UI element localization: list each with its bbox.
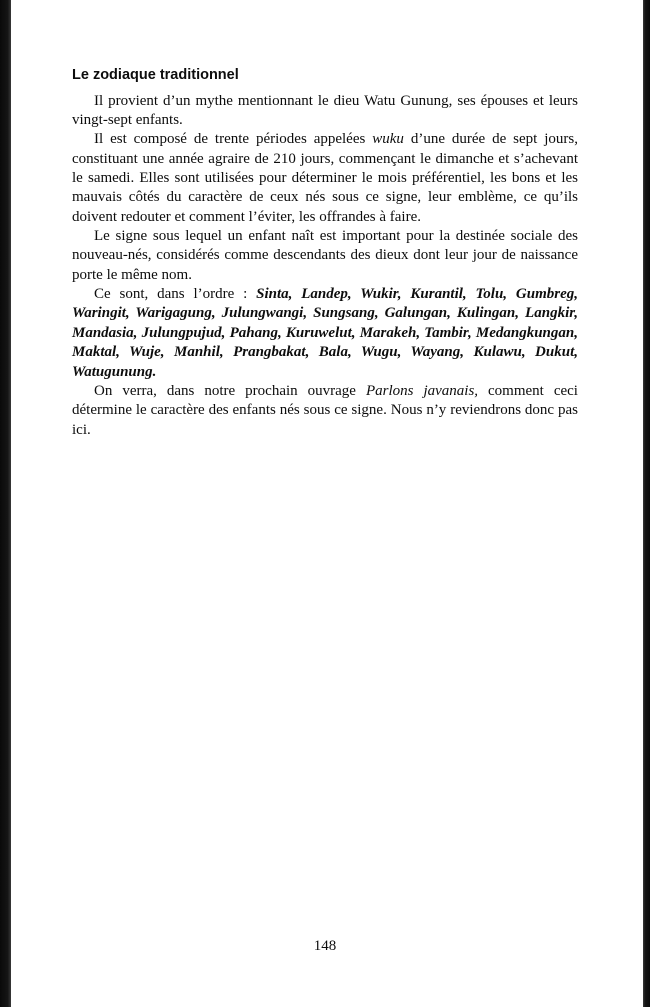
scan-edge-right <box>643 0 650 1007</box>
paragraph-sign-text: Le signe sous lequel un enfant naît est important pour la destinée sociale des nouveau-nés, considérés comme descendants des dieux dont leur jour de naissance porte le même nom. <box>72 228 578 283</box>
term-wuku: wuku <box>372 131 404 148</box>
paragraph-wuku <box>72 130 578 227</box>
paragraph-outro <box>72 382 578 440</box>
paragraph-outro-pre: On verra, dans notre prochain ouvrage <box>94 382 366 399</box>
zodiac-names-list: Sinta, Landep, Wukir, Kurantil, Tolu, Gumbreg, Waringit, Warigagung, Julungwangi, Sungsang, Galungan, Kulingan, Langkir, Mandasia, Julungpujud, Pahang, Kuruwelut, Marakeh, Tambir, Medangkungan, Maktal, Wuje, Manhil, Prangbakat, Bala, Wugu, Wayang, Kulawu, Dukut, Watugunung. <box>72 286 578 380</box>
paragraph-names-pre: Ce sont, dans l’ordre : <box>94 286 257 303</box>
page-number: 148 <box>313 938 337 954</box>
paragraph-sign <box>72 227 578 285</box>
paragraph-names <box>72 285 578 382</box>
paragraph-wuku-post: d’une durée de sept jours, constituant une année agraire de 210 jours, commençant le dimanche et s’achevant le samedi. Elles sont utilisées pour déterminer le mois préférentiel, les bons et les mauvais côtés du caractère de ceux nés sous ce signe, leur emblème, ce qu’ils doivent redouter et comment l’éviter, les offrandes à faire. <box>72 131 578 225</box>
section-heading: Le zodiaque traditionnel <box>72 67 239 83</box>
paragraph-outro-post: comment ceci détermine le caractère des enfants nés sous ce signe. Nous n’y reviendrons donc pas ici. <box>72 382 578 438</box>
text-block <box>72 66 578 440</box>
scan-edge-left <box>0 0 11 1007</box>
paragraph-wuku-pre: Il est composé de trente périodes appelées <box>94 131 373 148</box>
paragraph-intro <box>72 92 578 131</box>
book-title-parlons-javanais: Parlons javanais, <box>365 382 479 399</box>
paragraph-intro-text: Il provient d’un mythe mentionnant le dieu Watu Gunung, ses épouses et leurs vingt-sept enfants. <box>72 92 578 129</box>
